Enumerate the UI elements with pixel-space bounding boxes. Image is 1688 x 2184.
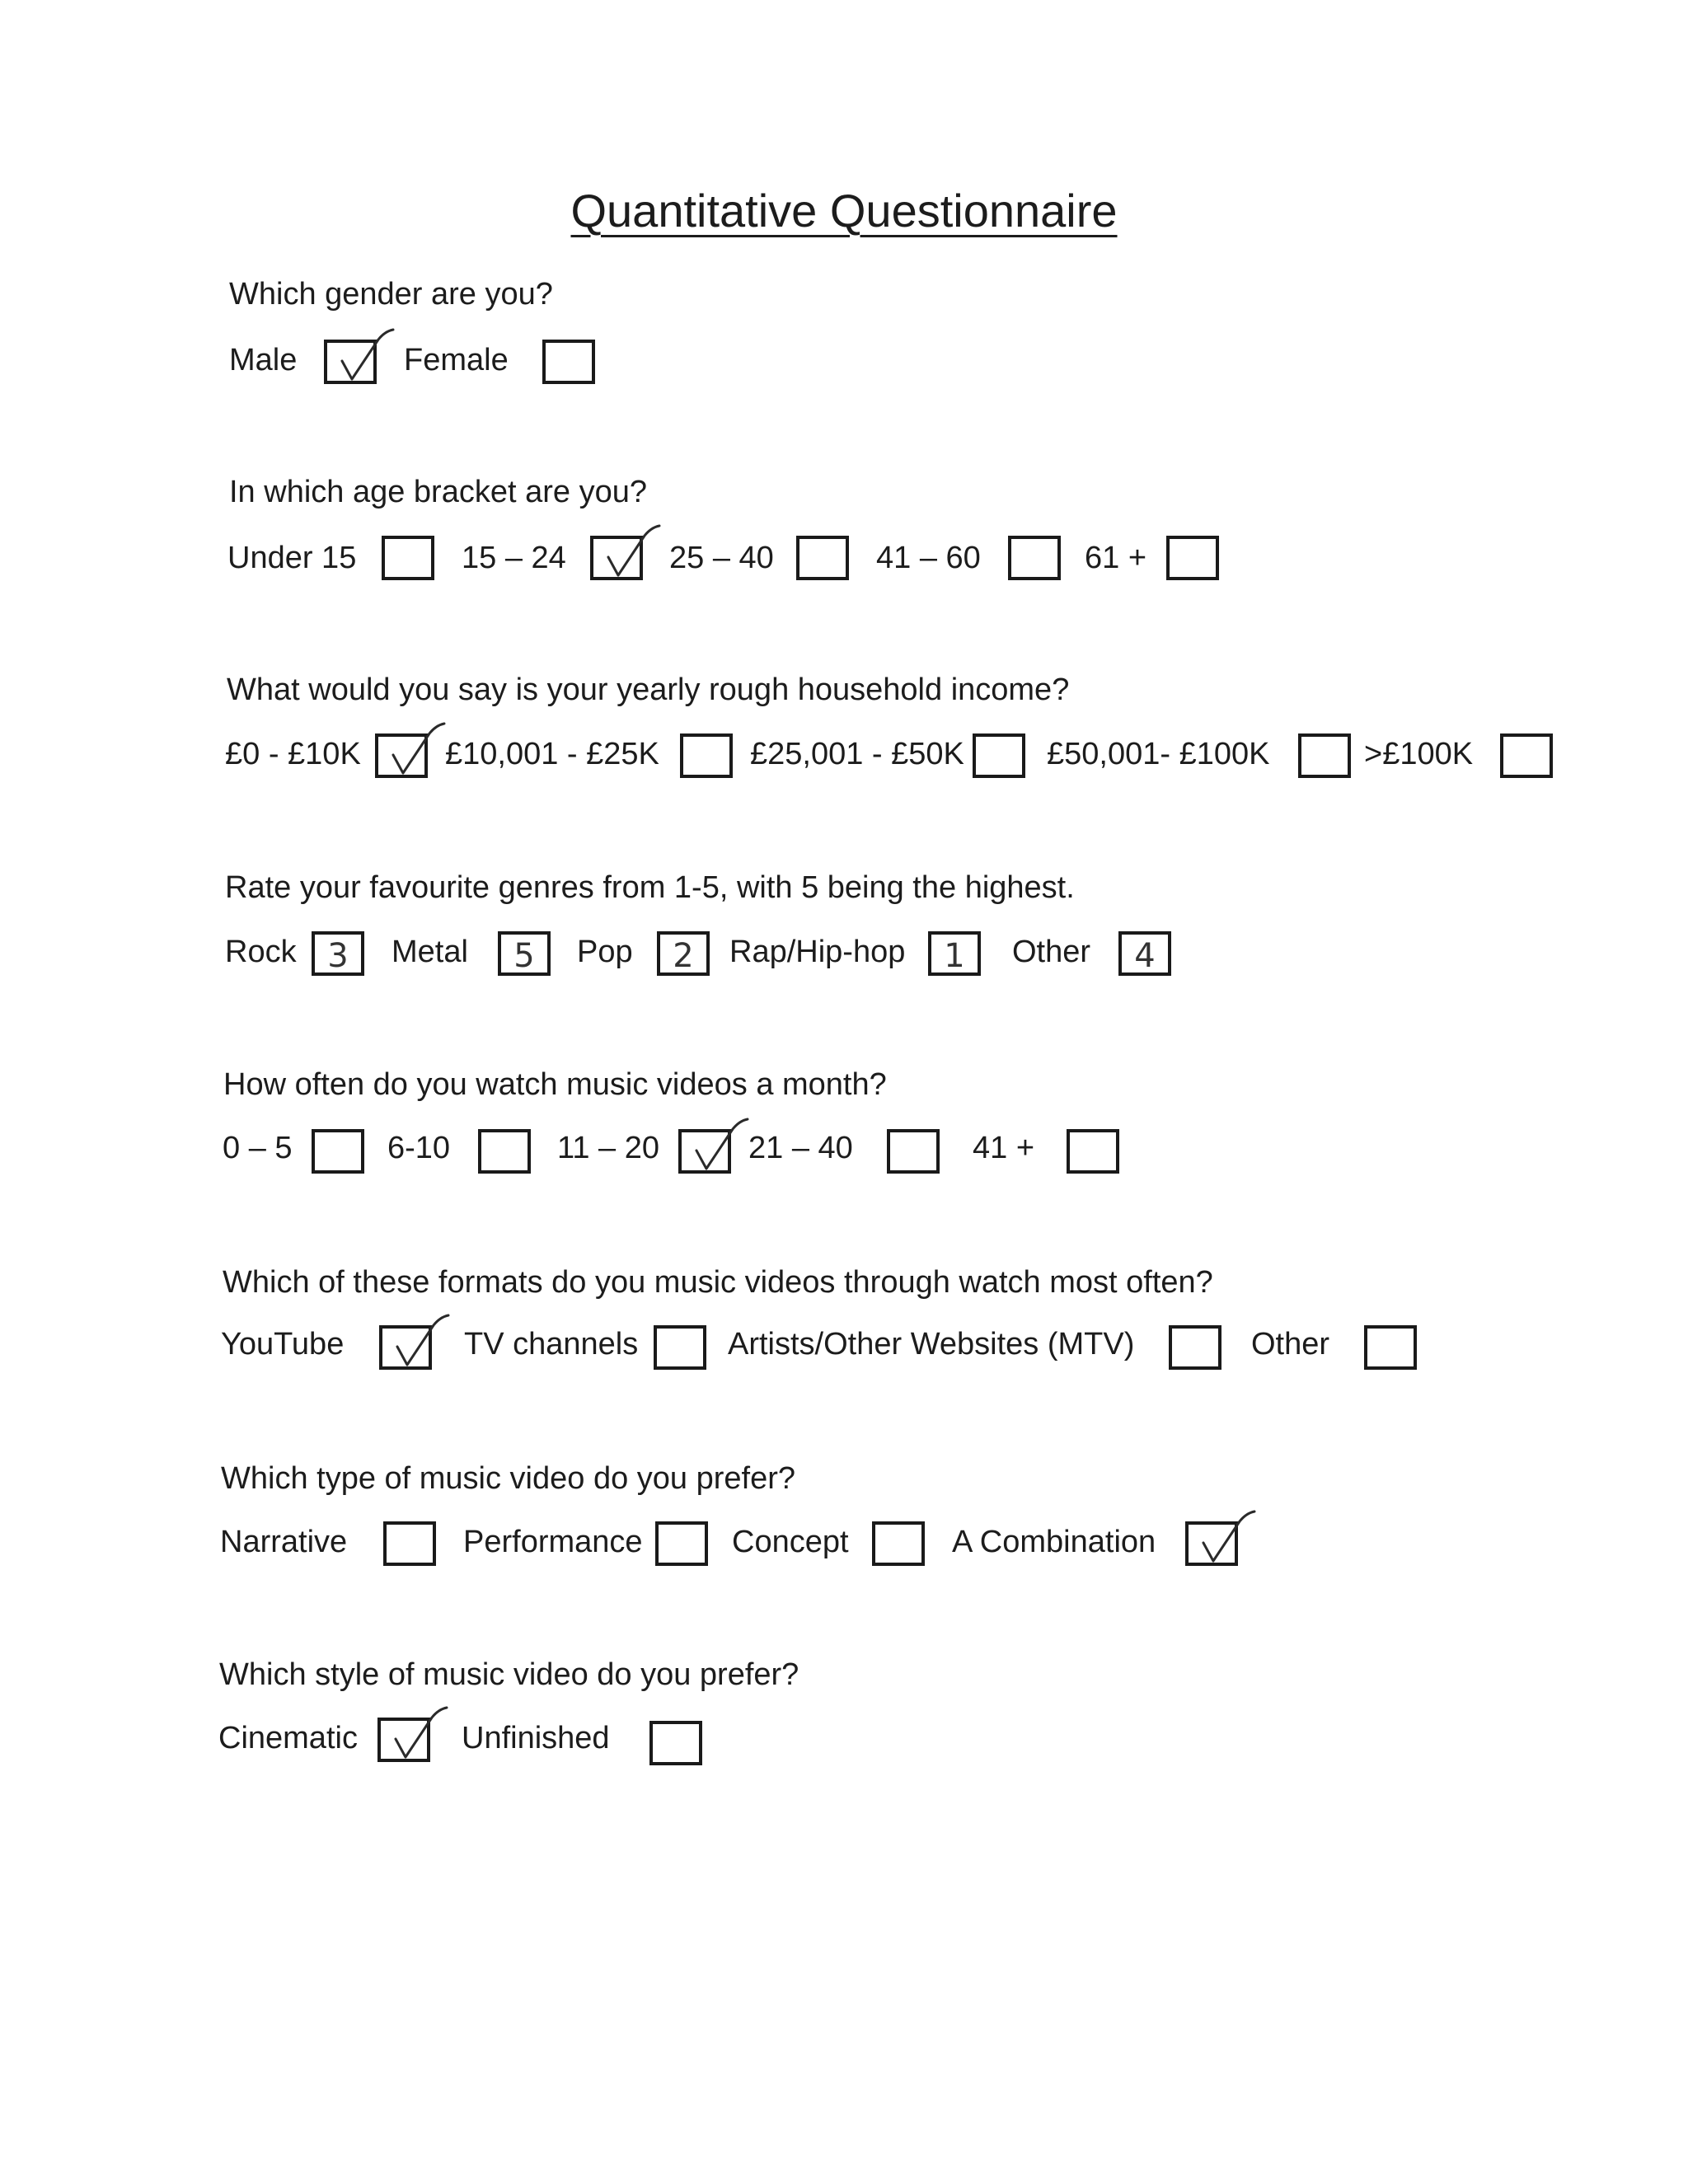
question-video-type: Which type of music video do you prefer? bbox=[221, 1461, 796, 1496]
option-label-narrative: Narrative bbox=[220, 1525, 348, 1559]
rating-box-rap-hip-hop[interactable] bbox=[928, 931, 981, 976]
option-label-61-plus: 61 + bbox=[1085, 541, 1147, 575]
rating-box-other-genre[interactable] bbox=[1118, 931, 1171, 976]
question-gender: Which gender are you? bbox=[229, 277, 553, 312]
option-label-combination: A Combination bbox=[952, 1525, 1156, 1559]
checkbox-25-40[interactable] bbox=[796, 536, 849, 580]
rating-box-pop[interactable] bbox=[657, 931, 710, 976]
checkmark-icon bbox=[384, 1708, 450, 1767]
checkmark-icon bbox=[386, 1315, 452, 1375]
option-label-income-0-10k: £0 - £10K bbox=[225, 737, 361, 771]
question-watch-format: Which of these formats do you music videos through watch most often? bbox=[223, 1265, 1213, 1300]
checkbox-15-24[interactable] bbox=[590, 536, 643, 580]
rating-box-rock[interactable] bbox=[312, 931, 364, 976]
question-video-style: Which style of music video do you prefer? bbox=[219, 1657, 799, 1692]
checkbox-cinematic[interactable] bbox=[377, 1718, 430, 1762]
checkbox-11-20[interactable] bbox=[678, 1129, 731, 1174]
option-label-performance: Performance bbox=[463, 1525, 643, 1559]
option-label-income-10k-25k: £10,001 - £25K bbox=[445, 737, 659, 771]
option-label-15-24: 15 – 24 bbox=[462, 541, 566, 575]
rating-value-rap-hip-hop: 1 bbox=[944, 937, 965, 975]
page-title bbox=[0, 185, 1688, 237]
option-label-6-10: 6-10 bbox=[387, 1131, 451, 1165]
checkbox-unfinished[interactable] bbox=[649, 1721, 702, 1765]
checkmark-icon bbox=[1192, 1511, 1258, 1571]
rating-value-rock: 3 bbox=[327, 937, 349, 975]
checkbox-combination[interactable] bbox=[1185, 1521, 1238, 1566]
option-label-under-15: Under 15 bbox=[227, 541, 357, 575]
option-label-rock: Rock bbox=[225, 935, 297, 969]
option-label-tv-channels: TV channels bbox=[464, 1327, 639, 1361]
checkbox-income-25k-50k[interactable] bbox=[973, 733, 1025, 778]
checkbox-income-10k-25k[interactable] bbox=[680, 733, 733, 778]
checkbox-performance[interactable] bbox=[655, 1521, 708, 1566]
option-label-25-40: 25 – 40 bbox=[669, 541, 774, 575]
checkbox-youtube[interactable] bbox=[379, 1325, 432, 1370]
option-label-pop: Pop bbox=[577, 935, 633, 969]
checkmark-icon bbox=[685, 1119, 751, 1179]
checkbox-artist-websites[interactable] bbox=[1169, 1325, 1221, 1370]
question-age-bracket: In which age bracket are you? bbox=[229, 475, 647, 509]
checkbox-21-40[interactable] bbox=[887, 1129, 940, 1174]
checkbox-41-60[interactable] bbox=[1008, 536, 1061, 580]
option-label-other-format: Other bbox=[1251, 1327, 1330, 1361]
checkbox-concept[interactable] bbox=[872, 1521, 925, 1566]
option-label-41-plus: 41 + bbox=[973, 1131, 1035, 1165]
option-label-rap-hip-hop: Rap/Hip-hop bbox=[729, 935, 906, 969]
rating-box-metal[interactable] bbox=[498, 931, 551, 976]
checkbox-41-plus[interactable] bbox=[1067, 1129, 1119, 1174]
rating-value-metal: 5 bbox=[513, 937, 535, 975]
option-label-income-25k-50k: £25,001 - £50K bbox=[750, 737, 964, 771]
checkbox-income-0-10k[interactable] bbox=[375, 733, 428, 778]
checkbox-under-15[interactable] bbox=[382, 536, 434, 580]
checkbox-male[interactable] bbox=[324, 340, 377, 384]
checkbox-female[interactable] bbox=[542, 340, 595, 384]
page-title-text: Quantitative Questionnaire bbox=[570, 185, 1118, 237]
option-label-11-20: 11 – 20 bbox=[557, 1131, 659, 1165]
rating-value-pop: 2 bbox=[673, 937, 694, 975]
checkmark-icon bbox=[597, 526, 663, 585]
question-watch-frequency: How often do you watch music videos a month? bbox=[223, 1067, 887, 1102]
checkbox-0-5[interactable] bbox=[312, 1129, 364, 1174]
option-label-income-over-100k: >£100K bbox=[1364, 737, 1474, 771]
option-label-0-5: 0 – 5 bbox=[223, 1131, 293, 1165]
option-label-unfinished: Unfinished bbox=[462, 1721, 610, 1755]
option-label-21-40: 21 – 40 bbox=[748, 1131, 853, 1165]
question-genre-rating: Rate your favourite genres from 1-5, with 5 being the highest. bbox=[225, 870, 1075, 905]
checkbox-income-50k-100k[interactable] bbox=[1298, 733, 1351, 778]
question-household-income: What would you say is your yearly rough household income? bbox=[227, 673, 1070, 707]
option-label-concept: Concept bbox=[732, 1525, 849, 1559]
option-label-artist-websites: Artists/Other Websites (MTV) bbox=[728, 1327, 1135, 1361]
checkbox-other-format[interactable] bbox=[1364, 1325, 1417, 1370]
checkbox-income-over-100k[interactable] bbox=[1500, 733, 1553, 778]
option-label-metal: Metal bbox=[392, 935, 468, 969]
checkbox-61-plus[interactable] bbox=[1166, 536, 1219, 580]
option-label-female: Female bbox=[404, 343, 509, 377]
option-label-male: Male bbox=[229, 343, 298, 377]
rating-value-other-genre: 4 bbox=[1134, 937, 1156, 975]
option-label-other-genre: Other bbox=[1012, 935, 1091, 969]
checkbox-narrative[interactable] bbox=[383, 1521, 436, 1566]
option-label-income-50k-100k: £50,001- £100K bbox=[1047, 737, 1270, 771]
checkmark-icon bbox=[331, 330, 396, 389]
checkbox-6-10[interactable] bbox=[478, 1129, 531, 1174]
checkmark-icon bbox=[382, 724, 448, 783]
option-label-cinematic: Cinematic bbox=[218, 1721, 358, 1755]
checkbox-tv-channels[interactable] bbox=[654, 1325, 706, 1370]
option-label-youtube: YouTube bbox=[221, 1327, 345, 1361]
option-label-41-60: 41 – 60 bbox=[876, 541, 981, 575]
